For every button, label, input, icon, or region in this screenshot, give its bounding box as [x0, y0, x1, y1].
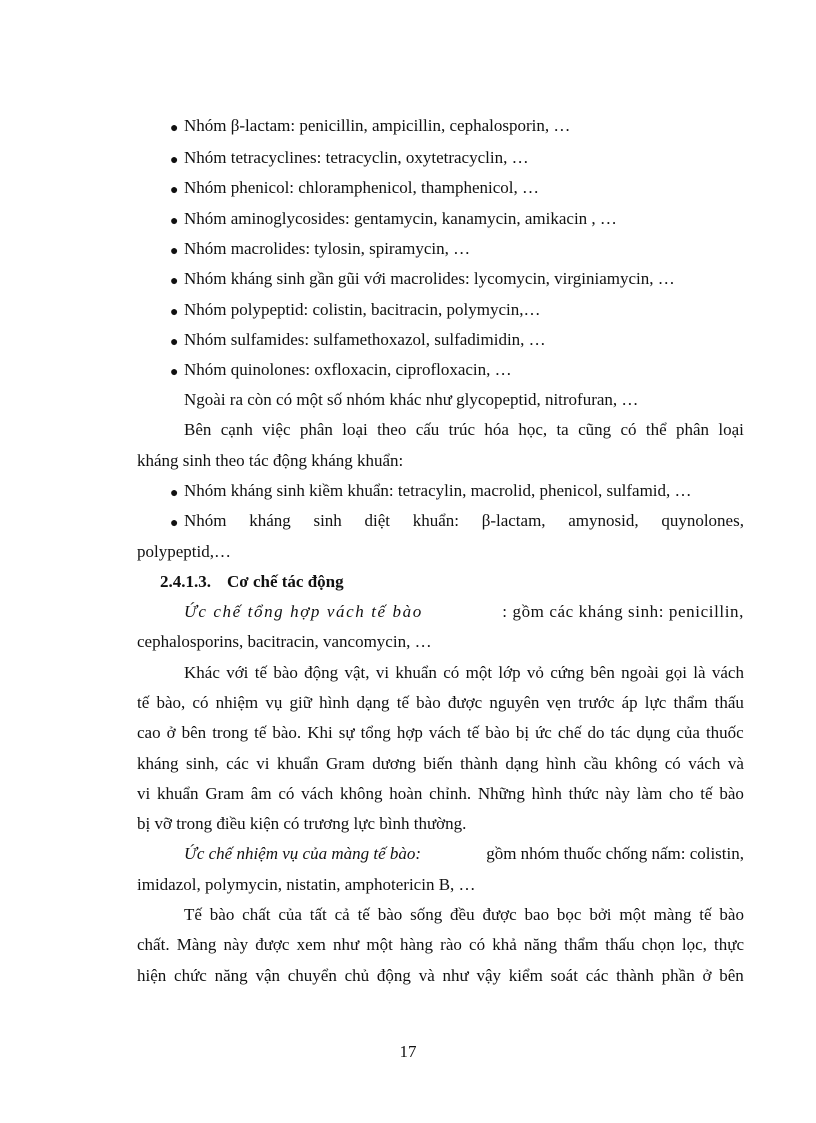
- bullet-icon: ●: [170, 214, 179, 229]
- section-title: Cơ chế tác động: [227, 572, 344, 591]
- paragraph-classify-line2: kháng sinh theo tác động kháng khuẩn:: [137, 451, 404, 470]
- paragraph-classify-line1: Bên cạnh việc phân loại theo cấu trúc hóa học, ta cũng có thể phân loại: [184, 420, 744, 439]
- bullet-icon: ●: [170, 516, 179, 531]
- paragraph-membrane-line1: Ức chế nhiệm vụ của màng tế bào: gồm nhóm thuốc chống nấm: colistin,: [184, 844, 744, 863]
- italic-lead: Ức chế tổng hợp vách tế bào: [184, 602, 423, 621]
- paragraph-diff-line: kháng sinh, các vi khuẩn Gram dương biến thành dạng hình cầu không có vách và: [137, 754, 744, 773]
- paragraph-cellwall-line1: Ức chế tổng hợp vách tế bào : gồm các kháng sinh: penicillin,: [184, 602, 744, 621]
- paragraph-diff-line: tế bào, có nhiệm vụ giữ hình dạng tế bào được nguyên vẹn trước áp lực thẩm thấu: [137, 693, 744, 712]
- bullet-icon: ●: [170, 486, 179, 501]
- bullet-icon: ●: [170, 335, 179, 350]
- section-number: 2.4.1.3.: [160, 572, 211, 591]
- paragraph-diff-line: cao ở bên trong tế bào. Khi sự tổng hợp vách tế bào bị ức chế do tác dụng của thuốc: [137, 723, 744, 742]
- bullet-icon: ●: [170, 121, 179, 136]
- paragraph-cellwall-line2: cephalosporins, bacitracin, vancomycin, …: [137, 632, 432, 651]
- bullet-icon: ●: [170, 274, 179, 289]
- list-item-continuation: polypeptid,…: [137, 542, 231, 561]
- paragraph-cytoplasm-line: hiện chức năng vận chuyển chủ động và như vậy kiểm soát các thành phần ở bên: [137, 966, 744, 985]
- bullet-icon: ●: [170, 153, 179, 168]
- section-heading: [160, 572, 344, 592]
- paragraph-diff-line: Khác với tế bào động vật, vi khuẩn có một lớp vỏ cứng bên ngoài gọi là vách: [184, 663, 744, 682]
- paragraph-cytoplasm-line: chất. Màng này được xem như một hàng rào có khả năng thẩm thấu chọn lọc, thực: [137, 935, 744, 954]
- document-page: ● Nhóm β-lactam: penicillin, ampicillin, cephalosporin, … ● Nhóm tetracyclines: tetracyclin, oxytetracyclin, … ● Nhóm phenicol: chloramphenicol, thamphenicol, … ● Nhóm aminoglycosides: gentamycin, kanamycin, amikacin , … ● Nhóm macrolides: tylosin, spiramycin, … ● Nhóm kháng sinh gần gũi với macrolides: lycomycin, virginiamycin, … ● Nhóm polypeptid: colistin, bacitracin, polymycin,… ● Nhóm sulfamides: sulfamethoxazol, sulfadimidin, … ● Nhóm quinolones: oxfloxacin, ciprofloxacin, … Ngoài ra còn có một số nhóm khác như glycopeptid, nitrofuran, … Bên cạnh việc phân loại theo cấu trúc hóa học, ta cũng có thể phân loại kháng sinh theo tác động kháng khuẩn: ● Nhóm kháng sinh kiềm khuẩn: tetracylin, macrolid, phenicol, sulfamid, … ● Nhóm kháng sinh diệt khuẩn: β-lactam, amynosid, quynolones, polypeptid,… 2.4.1.3. Cơ chế tác động Ức chế tổng hợp vách tế bào : gồm các kháng sinh: penicillin, cephalosporins, bacitracin, vancomycin, … Khác với tế bào động vật, vi khuẩn có một lớp vỏ cứng bên ngoài gọi là vách tế bào, có nhiệm vụ giữ hình dạng tế bào được nguyên vẹn trước áp lực thẩm thấu cao ở bên trong tế bào. Khi sự tổng hợp vách tế bào bị ức chế do tác dụng của thuốc kháng sinh, các vi khuẩn Gram dương biến thành dạng hình cầu không có vách và vi khuẩn Gram âm có vách không hoàn chỉnh. Những hình thức này làm cho tế bào bị vỡ trong điều kiện có trương lực bình thường. Ức chế nhiệm vụ của màng tế bào: gồm nhóm thuốc chống nấm: colistin, imidazol, polymycin, nistatin, amphotericin B, … Tế bào chất của tất cả tế bào sống đều được bao bọc bởi một màng tế bào chất. Màng này được xem như một hàng rào có khả năng thẩm thấu chọn lọc, thực hiện chức năng vận chuyển chủ động và như vậy kiểm soát các thành phần ở bên 17: [0, 0, 816, 1123]
- bullet-icon: ●: [170, 183, 179, 198]
- paragraph-diff-line: bị vỡ trong điều kiện có trương lực bình thường.: [137, 814, 467, 833]
- bullet-icon: ●: [170, 365, 179, 380]
- bullet-icon: ●: [170, 305, 179, 320]
- paragraph-other-groups: Ngoài ra còn có một số nhóm khác như glycopeptid, nitrofuran, …: [184, 390, 639, 409]
- paragraph-cytoplasm-line: Tế bào chất của tất cả tế bào sống đều được bao bọc bởi một màng tế bào: [184, 905, 744, 924]
- page-number: 17: [399, 1042, 417, 1061]
- italic-lead: Ức chế nhiệm vụ của màng tế bào:: [184, 844, 422, 863]
- paragraph-membrane-line2: imidazol, polymycin, nistatin, amphotericin B, …: [137, 875, 476, 894]
- bullet-icon: ●: [170, 244, 179, 259]
- paragraph-diff-line: vi khuẩn Gram âm có vách không hoàn chỉnh. Những hình thức này làm cho tế bào: [137, 784, 744, 803]
